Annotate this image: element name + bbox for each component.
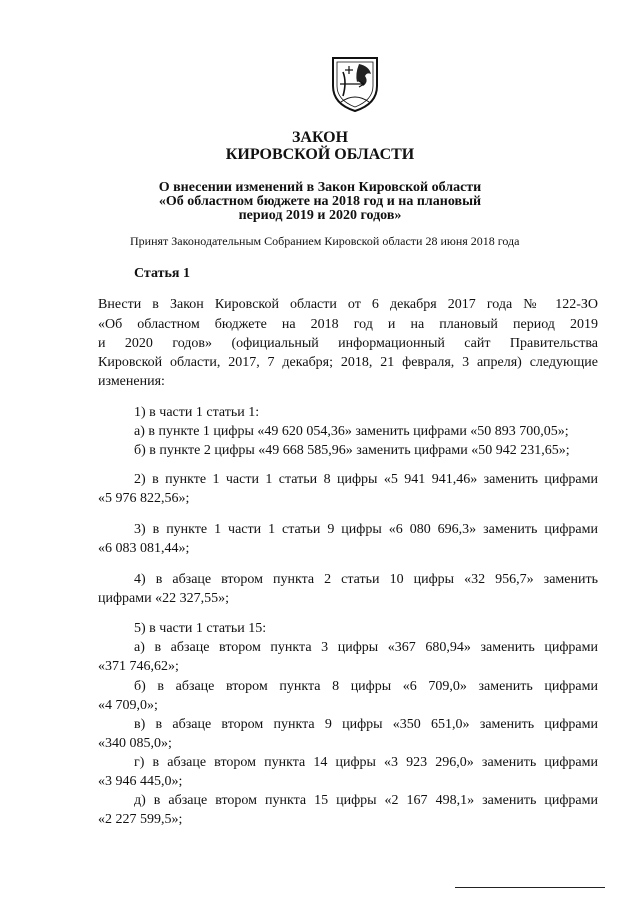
- law-region: КИРОВСКОЙ ОБЛАСТИ: [225, 146, 415, 163]
- law-subtitle-line-2: «Об областном бюджете на 2018 год и на плановый: [158, 194, 482, 209]
- item-5-sub-c-value: «340 085,0»;: [98, 736, 172, 751]
- item-5-sub-a-value: «371 746,62»;: [98, 659, 179, 674]
- intro-line: и 2020 годов» (официальный информационный сайт Правительства: [98, 336, 598, 351]
- item-5-sub-a: а) в абзаце втором пункта 3 цифры «367 680,94» заменить цифрами: [134, 640, 598, 655]
- item-5-sub-b: б) в абзаце втором пункта 8 цифры «6 709,0» заменить цифрами: [134, 679, 598, 694]
- law-title: ЗАКОН: [291, 129, 349, 146]
- item-5-sub-d-value: «3 946 445,0»;: [98, 774, 183, 789]
- item-5-sub-c: в) в абзаце втором пункта 9 цифры «350 651,0» заменить цифрами: [134, 717, 598, 732]
- item-1-sub-a: а) в пункте 1 цифры «49 620 054,36» заменить цифрами «50 893 700,05»;: [134, 424, 569, 439]
- intro-line: изменения:: [98, 374, 165, 389]
- law-subtitle-line-1: О внесении изменений в Закон Кировской области: [158, 180, 482, 195]
- item-3-line: 3) в пункте 1 части 1 статьи 9 цифры «6 080 696,3» заменить цифрами: [134, 522, 598, 537]
- intro-line: Кировской области, 2017, 7 декабря; 2018, 21 февраля, 3 апреля) следующие: [98, 355, 598, 370]
- intro-line: Внести в Закон Кировской области от 6 декабря 2017 года № 122-ЗО: [98, 297, 598, 312]
- item-4-line: цифрами «22 327,55»;: [98, 591, 230, 606]
- item-2-line: 2) в пункте 1 части 1 статьи 8 цифры «5 941 941,46» заменить цифрами: [134, 472, 598, 487]
- item-5-sub-e: д) в абзаце втором пункта 15 цифры «2 167 498,1» заменить цифрами: [134, 793, 598, 808]
- item-2-line: «5 976 822,56»;: [98, 491, 190, 506]
- item-5-heading: 5) в части 1 статьи 15:: [134, 621, 267, 636]
- item-4-line: 4) в абзаце втором пункта 2 статьи 10 цифры «32 956,7» заменить: [134, 572, 598, 587]
- article-heading: Статья 1: [134, 266, 190, 281]
- coat-of-arms-icon: [329, 52, 381, 114]
- item-3-line: «6 083 081,44»;: [98, 541, 190, 556]
- footer-rule: [455, 887, 605, 888]
- item-5-sub-e-value: «2 227 599,5»;: [98, 812, 183, 827]
- intro-line: «Об областном бюджете на 2018 год и на плановый период 2019: [98, 317, 598, 332]
- adoption-note: Принят Законодательным Собранием Кировской области 28 июня 2018 года: [130, 234, 520, 248]
- item-5-sub-d: г) в абзаце втором пункта 14 цифры «3 923 296,0» заменить цифрами: [134, 755, 598, 770]
- item-1-sub-b: б) в пункте 2 цифры «49 668 585,96» заменить цифрами «50 942 231,65»;: [134, 443, 570, 458]
- item-5-sub-b-value: «4 709,0»;: [98, 698, 158, 713]
- law-subtitle-line-3: период 2019 и 2020 годов»: [238, 208, 402, 223]
- item-1-heading: 1) в части 1 статьи 1:: [134, 405, 260, 420]
